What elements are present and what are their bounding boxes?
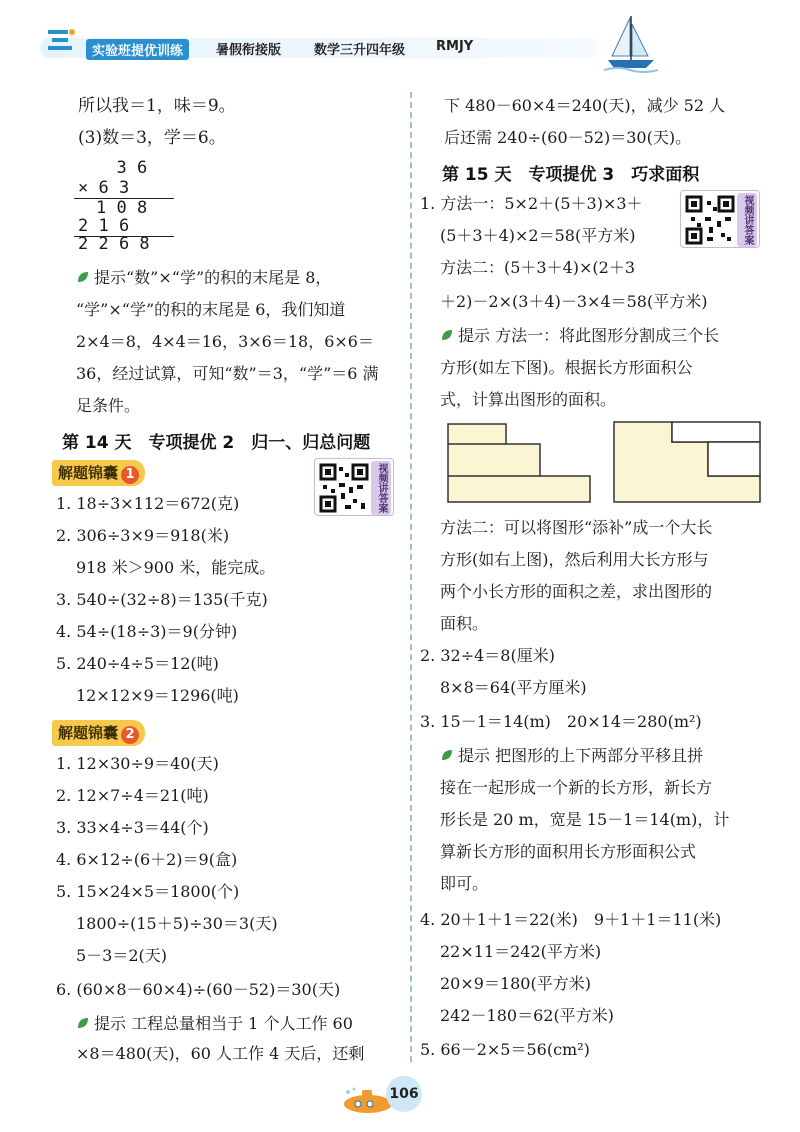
- answer-line: 918 米＞900 米，能完成。: [76, 558, 276, 577]
- qr-code-panel[interactable]: [680, 190, 760, 248]
- hint-line: 36，经过试算，可知“数”＝3，“学”＝6 满: [76, 364, 379, 383]
- answer-line: ＋2)－2×(3＋4)－3×4＝58(平方米): [440, 292, 708, 311]
- answer-line: 面积。: [440, 614, 489, 633]
- answer-line: 5. 240÷4÷5＝12(吨): [56, 654, 219, 673]
- answer-line: 3. 15－1＝14(m) 20×14＝280(m²): [420, 712, 702, 731]
- answer-line: 2. 306÷3×9＝918(米): [56, 526, 230, 545]
- answer-line: 5. 15×24×5＝1800(个): [56, 882, 240, 901]
- answer-line: 方形(如右上图)，然后利用大长方形与: [440, 550, 709, 569]
- split-shape-figure: [444, 420, 594, 506]
- badge-number: 1: [121, 466, 139, 484]
- page-header: [0, 0, 800, 80]
- qr-code-icon: [685, 195, 735, 245]
- answer-line: 1800÷(15＋5)÷30＝3(天): [76, 914, 278, 933]
- mult-row: 2 2 6 8: [78, 234, 150, 254]
- hint-text: 提示 方法一：将此图形分割成三个长: [458, 326, 720, 345]
- tip-badge-2: [52, 720, 145, 746]
- grade-label: 数学三升四年级: [314, 43, 406, 58]
- vertical-multiplication: [74, 158, 184, 258]
- qr-code-icon: [319, 463, 369, 513]
- hint-line: 式，计算出图形的面积。: [440, 390, 617, 409]
- answer-line: 4. 6×12÷(6＋2)＝9(盒): [56, 850, 238, 869]
- mult-row: 2 1 6: [78, 216, 130, 236]
- answer-line: 1. 方法一：5×2＋(5＋3)×3＋: [420, 194, 643, 213]
- hint-line: “学”×“学”的积的末尾是 6，我们知道: [76, 300, 346, 319]
- answer-line: 下 480－60×4＝240(天)，减少 52 人: [444, 96, 726, 115]
- answer-line: 3. 540÷(32÷8)＝135(千克): [56, 590, 268, 609]
- hint-text: 提示 把图形的上下两部分平移且拼: [458, 746, 704, 765]
- edition-label: 暑假衔接版: [216, 43, 282, 58]
- section-title-day14: 第 14 天 专项提优 2 归一、归总问题: [62, 433, 371, 453]
- answer-line: 方法二：(5＋3＋4)×(2＋3: [440, 258, 636, 277]
- qr-tag: 视频讲答案: [371, 461, 391, 515]
- answer-line: 8×8＝64(平方厘米): [440, 678, 587, 697]
- qr-code-panel[interactable]: [314, 458, 394, 516]
- hint-line: [76, 1014, 353, 1033]
- hint-line: 足条件。: [76, 396, 141, 415]
- answer-line: 所以我＝1，味＝9。: [78, 96, 236, 116]
- answer-line: 4. 20＋1＋1＝22(米) 9＋1＋1＝11(米): [420, 910, 722, 929]
- hint-text: 提示“数”×“学”的积的末尾是 8，: [94, 268, 332, 287]
- badge-number: 2: [121, 726, 139, 744]
- hint-line: [440, 746, 703, 765]
- tip-badge-1: [52, 460, 145, 486]
- sailboat-icon: [600, 14, 660, 74]
- hint-text: 提示 工程总量相当于 1 个人工作 60: [94, 1014, 353, 1033]
- mult-row: × 6 3: [78, 178, 130, 198]
- logo-icon: [46, 26, 76, 56]
- mult-row: 1 0 8: [96, 198, 148, 218]
- answer-line: 2. 12×7÷4＝21(吨): [56, 786, 209, 805]
- leaf-icon: [76, 1016, 90, 1030]
- answer-line: 12×12×9＝1296(吨): [76, 686, 239, 705]
- column-divider: [410, 92, 412, 1062]
- page-number: 106: [386, 1076, 422, 1112]
- answer-line: 6. (60×8－60×4)÷(60－52)＝30(天): [56, 980, 341, 999]
- answer-line: 两个小长方形的面积之差，求出图形的: [440, 582, 713, 601]
- answer-line: 方法二：可以将图形“添补”成一个大长: [440, 518, 713, 537]
- leaf-icon: [440, 748, 454, 762]
- brand-title: 实验班提优训练: [86, 39, 189, 60]
- leaf-icon: [76, 270, 90, 284]
- hint-line: 接在一起形成一个新的长方形，新长方: [440, 778, 713, 797]
- leaf-icon: [440, 328, 454, 342]
- badge-label: 解题锦囊: [58, 464, 119, 482]
- hint-line: 算新长方形的面积用长方形面积公式: [440, 842, 697, 861]
- answer-line: 2. 32÷4＝8(厘米): [420, 646, 555, 665]
- hint-line: 形长是 20 m，宽是 15－1＝14(m)，计: [440, 810, 730, 829]
- hint-line: [76, 268, 331, 287]
- answer-line: 后还需 240÷(60－52)＝30(天)。: [444, 128, 692, 147]
- answer-line: 242－180＝62(平方米): [440, 1006, 614, 1025]
- hint-line: [440, 326, 719, 345]
- answer-line: 1. 12×30÷9＝40(天): [56, 754, 219, 773]
- mult-row: 3 6: [96, 158, 148, 178]
- hint-line: 即可。: [440, 874, 489, 893]
- badge-label: 解题锦囊: [58, 724, 119, 742]
- answer-line: (3)数＝3，学＝6。: [78, 128, 226, 148]
- answer-line: 5－3＝2(天): [76, 946, 168, 965]
- hint-line: 方形(如左下图)。根据长方形面积公: [440, 358, 693, 377]
- hint-line: ×8＝480(天)，60 人工作 4 天后，还剩: [76, 1044, 365, 1063]
- answer-line: (5＋3＋4)×2＝58(平方米): [440, 226, 636, 245]
- answer-line: 3. 33×4÷3＝44(个): [56, 818, 209, 837]
- hint-line: 2×4＝8，4×4＝16，3×6＝18，6×6＝: [76, 332, 374, 351]
- answer-line: 22×11＝242(平方米): [440, 942, 602, 961]
- qr-tag: 视频讲答案: [737, 193, 757, 247]
- answer-line: 4. 54÷(18÷3)＝9(分钟): [56, 622, 238, 641]
- version-label: RMJY: [436, 39, 474, 54]
- answer-line: 1. 18÷3×112＝672(克): [56, 494, 240, 513]
- answer-line: 5. 66－2×5＝56(cm²): [420, 1040, 590, 1059]
- answer-line: 20×9＝180(平方米): [440, 974, 591, 993]
- section-title-day15: 第 15 天 专项提优 3 巧求面积: [442, 165, 700, 185]
- fill-shape-figure: [610, 418, 764, 506]
